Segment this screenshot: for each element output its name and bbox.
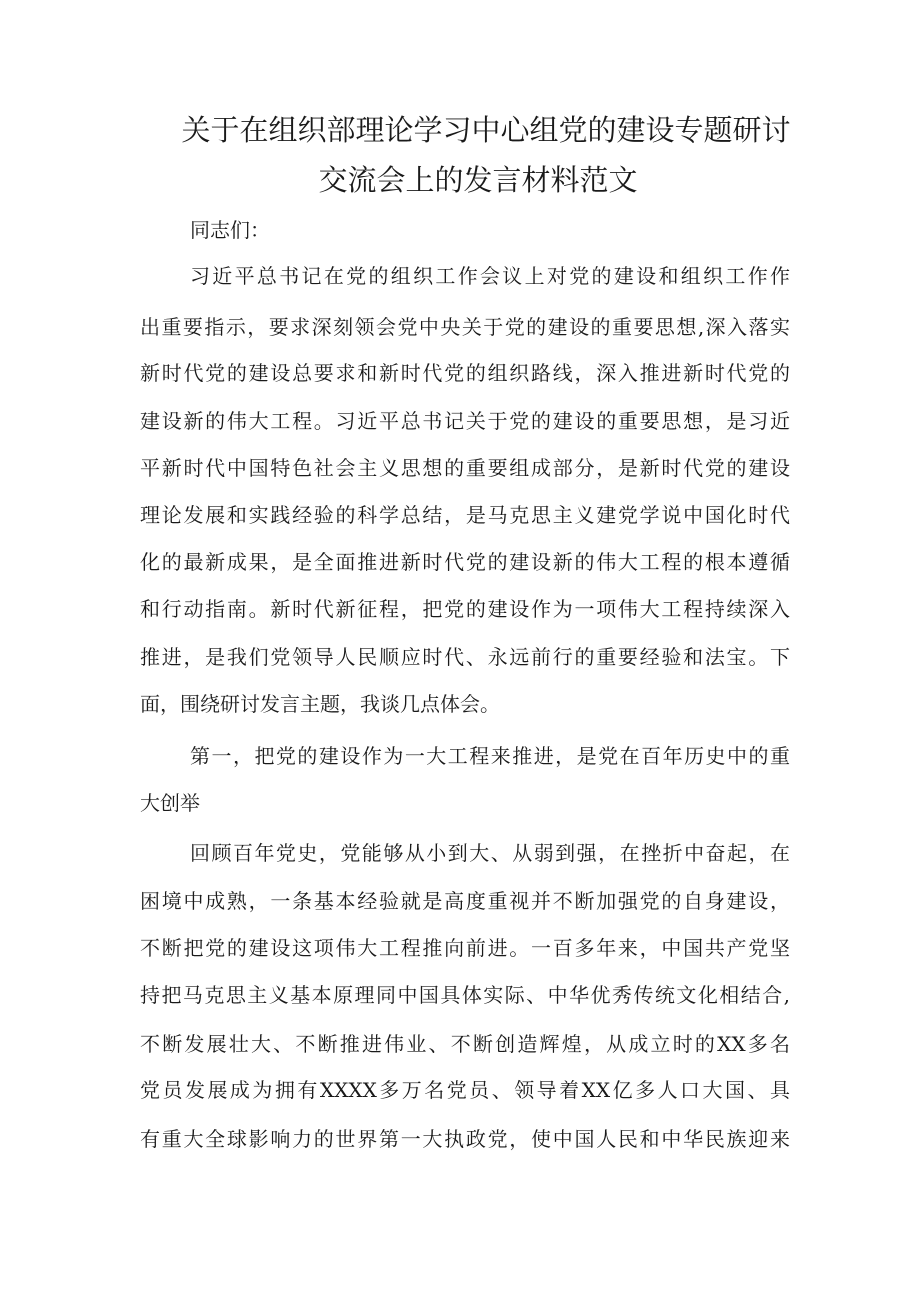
paragraph-1-line: 推进，是我们党领导人民顺应时代、永远前行的重要经验和法宝。下: [140, 645, 790, 669]
paragraph-1-line: 建设新的伟大工程。习近平总书记关于党的建设的重要思想，是习近: [140, 409, 790, 433]
paragraph-2-line: 不断把党的建设这项伟大工程推向前进。一百多年来，中国共产党坚: [140, 936, 790, 960]
paragraph-2-line: 回顾百年党史，党能够从小到大、从弱到强，在挫折中奋起，在: [190, 841, 790, 865]
paragraph-2-line: 持把马克思主义基本原理同中国具体实际、中华优秀传统文化相结合,: [140, 983, 790, 1007]
paragraph-1-line: 化的最新成果，是全面推进新时代党的建设新的伟大工程的根本遵循: [140, 550, 790, 574]
section-heading-line: 大创举: [140, 791, 200, 815]
paragraph-1-line: 平新时代中国特色社会主义思想的重要组成部分，是新时代党的建设: [140, 456, 790, 480]
document-title-line-2: 交流会上的发言材料范文: [318, 163, 638, 197]
paragraph-2-line: 有重大全球影响力的世界第一大执政党，使中国人民和中华民族迎来: [140, 1127, 790, 1151]
paragraph-2-line: 不断发展壮大、不断推进伟业、不断创造辉煌，从成立时的XX多名: [140, 1032, 790, 1056]
paragraph-1-line: 出重要指示，要求深刻领会党中央关于党的建设的重要思想,深入落实: [140, 315, 790, 339]
paragraph-1-line: 新时代党的建设总要求和新时代党的组织路线，深入推进新时代党的: [140, 361, 790, 385]
paragraph-2-line: 党员发展成为拥有XXXX多万名党员、领导着XX亿多人口大国、具: [140, 1078, 790, 1102]
paragraph-1-line: 习近平总书记在党的组织工作会议上对党的建设和组织工作作: [190, 264, 790, 288]
document-title-line-1: 关于在组织部理论学习中心组党的建设专题研讨: [181, 113, 791, 147]
greeting: 同志们：: [190, 218, 270, 242]
paragraph-2-line: 困境中成熟，一条基本经验就是高度重视并不断加强党的自身建设，: [140, 889, 790, 913]
paragraph-1-line: 理论发展和实践经验的科学总结，是马克思主义建党学说中国化时代: [140, 503, 790, 527]
paragraph-1-line: 面，围绕研讨发言主题，我谈几点体会。: [140, 692, 500, 716]
section-heading-line: 第一，把党的建设作为一大工程来推进，是党在百年历史中的重: [190, 744, 790, 768]
paragraph-1-line: 和行动指南。新时代新征程，把党的建设作为一项伟大工程持续深入: [140, 597, 790, 621]
